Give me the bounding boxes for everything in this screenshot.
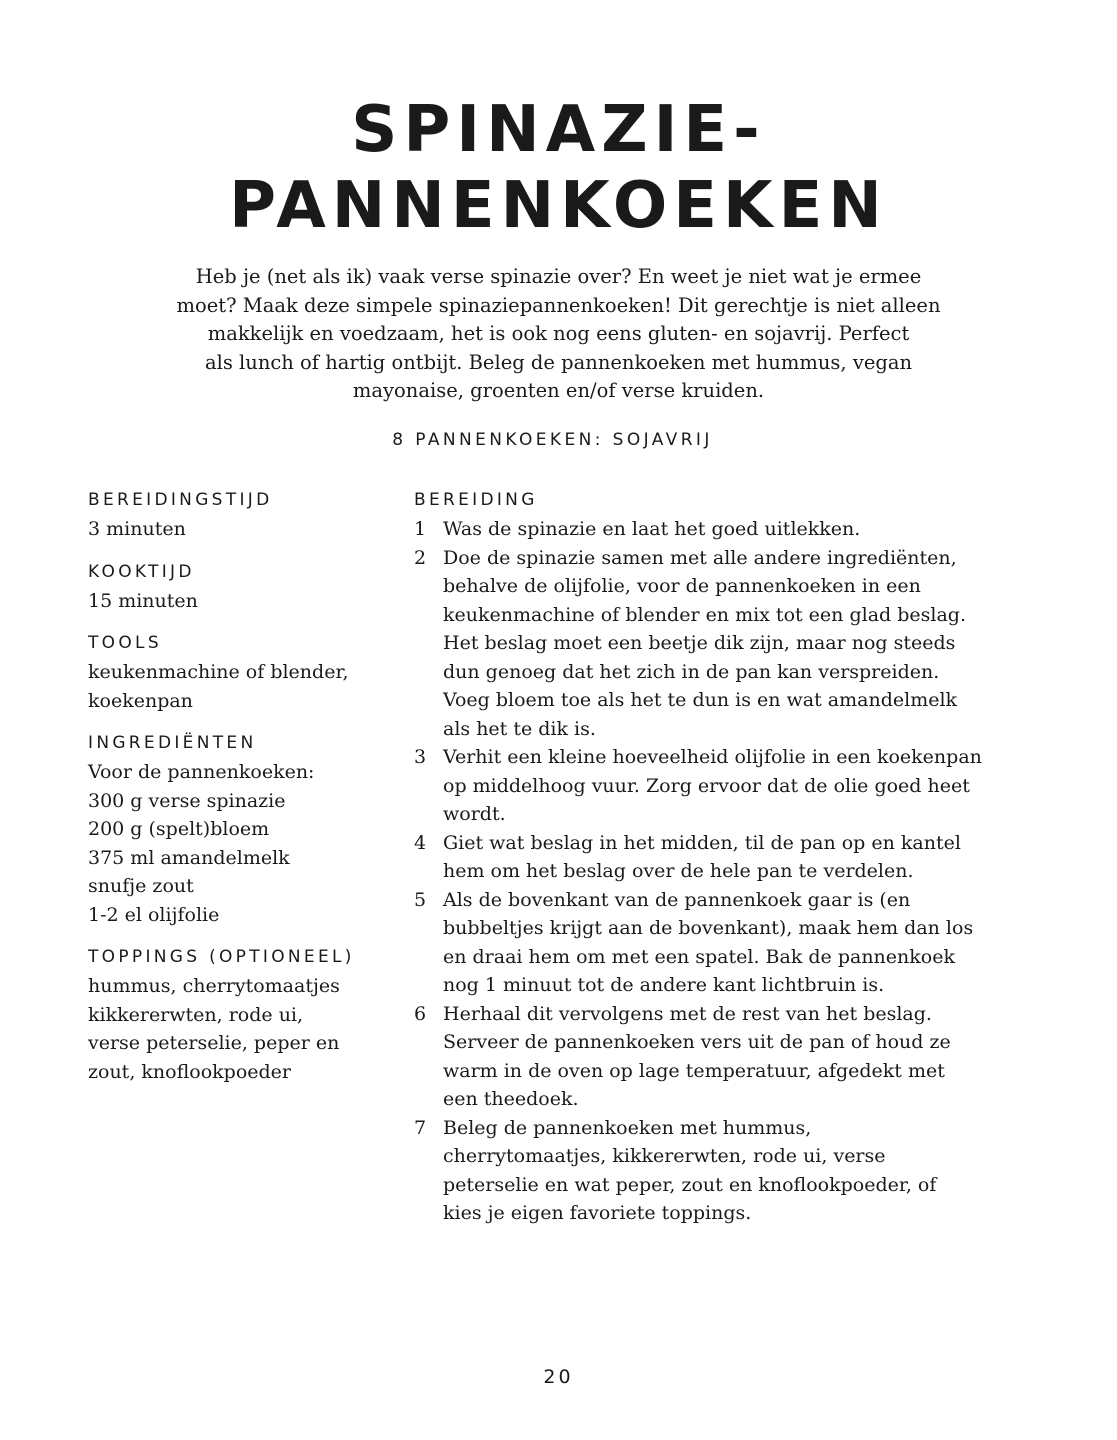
step-number: 3 xyxy=(414,746,427,768)
step-line: wordt. xyxy=(443,803,506,825)
method-step xyxy=(414,743,1054,829)
step-line: Als de bovenkant van de pannenkoek gaar is (en xyxy=(443,888,911,911)
step-text xyxy=(443,743,982,829)
step-line: Herhaal dit vervolgens met de rest van het beslag. xyxy=(443,1002,932,1025)
section-heading: TOPPINGS (OPTIONEEL) xyxy=(88,947,355,967)
step-text xyxy=(443,886,973,1000)
step-line: kies je eigen favoriete toppings. xyxy=(443,1202,752,1224)
section-line: 1-2 el olijfolie xyxy=(88,903,220,926)
servings-label: 8 PANNENKOEKEN: SOJAVRIJ xyxy=(392,430,713,450)
section-heading: INGREDIËNTEN xyxy=(88,733,257,753)
details-section xyxy=(88,943,398,1086)
step-number: 2 xyxy=(414,546,427,569)
method-step xyxy=(414,886,1054,1000)
intro-line: mayonaise, groenten en/of verse kruiden. xyxy=(352,379,765,403)
step-number: 5 xyxy=(414,888,427,911)
method-step xyxy=(414,1000,1054,1114)
step-number: 7 xyxy=(414,1116,427,1139)
method-step xyxy=(414,829,1054,886)
step-line: Verhit een kleine hoeveelheid olijfolie in een koekenpan xyxy=(443,746,982,768)
step-line: op middelhoog vuur. Zorg ervoor dat de olie goed heet xyxy=(443,774,970,797)
step-line: peterselie en wat peper, zout en knoflookpoeder, of xyxy=(443,1173,937,1196)
section-line: 300 g verse spinazie xyxy=(88,789,286,812)
section-line: 3 minuten xyxy=(88,518,186,540)
step-line: hem om het beslag over de hele pan te verdelen. xyxy=(443,860,914,882)
step-number: 1 xyxy=(414,518,427,540)
section-heading: BEREIDINGSTIJD xyxy=(88,490,273,510)
intro-line: als lunch of hartig ontbijt. Beleg de pannenkoeken met hummus, vegan xyxy=(204,350,913,374)
step-line: Beleg de pannenkoeken met hummus, xyxy=(443,1116,812,1139)
section-line: 15 minuten xyxy=(88,589,198,612)
details-section xyxy=(88,558,398,616)
section-line: verse peterselie, peper en xyxy=(88,1032,340,1054)
method-heading: BEREIDING xyxy=(414,490,538,510)
step-line: cherrytomaatjes, kikkererwten, rode ui, verse xyxy=(443,1145,886,1167)
method-column xyxy=(414,486,1054,1228)
details-section xyxy=(88,629,398,715)
step-number: 4 xyxy=(414,831,427,854)
section-line: 375 ml amandelmelk xyxy=(88,846,290,869)
title-line: PANNENKOEKEN xyxy=(229,169,888,243)
step-line: en draai hem om met een spatel. Bak de pannenkoek xyxy=(443,945,955,968)
step-line: Het beslag moet een beetje dik zijn, maar nog steeds xyxy=(443,632,956,654)
step-number: 6 xyxy=(414,1002,427,1025)
step-line: nog 1 minuut tot de andere kant lichtbruin is. xyxy=(443,974,885,996)
intro-paragraph xyxy=(0,263,1117,406)
step-line: dun genoeg dat het zich in de pan kan verspreiden. xyxy=(443,660,940,683)
step-line: als het te dik is. xyxy=(443,717,596,740)
section-line: keukenmachine of blender, xyxy=(88,661,349,683)
step-line: Giet wat beslag in het midden, til de pan op en kantel xyxy=(443,831,961,854)
section-line: snufje zout xyxy=(88,875,194,897)
section-heading: TOOLS xyxy=(88,633,162,653)
recipe-title xyxy=(0,92,1117,244)
step-text xyxy=(443,1000,951,1114)
recipe-details-column xyxy=(88,486,398,1100)
step-line: Doe de spinazie samen met alle andere ingrediënten, xyxy=(443,546,957,569)
step-line: keukenmachine of blender en mix tot een glad beslag. xyxy=(443,603,966,626)
method-step xyxy=(414,544,1054,744)
step-line: behalve de olijfolie, voor de pannenkoeken in een xyxy=(443,575,921,597)
section-line: hummus, cherrytomaatjes xyxy=(88,975,340,997)
section-line: zout, knoflookpoeder xyxy=(88,1060,291,1083)
step-line: Serveer de pannenkoeken vers uit de pan of houd ze xyxy=(443,1031,951,1053)
step-text xyxy=(443,515,860,544)
section-line: Voor de pannenkoeken: xyxy=(88,761,315,783)
step-text xyxy=(443,829,961,886)
step-line: Was de spinazie en laat het goed uitlekken. xyxy=(443,518,861,540)
section-heading: KOOKTIJD xyxy=(88,561,195,582)
step-text xyxy=(443,1114,936,1228)
step-line: een theedoek. xyxy=(443,1088,579,1110)
intro-line: makkelijk en voedzaam, het is ook nog eens gluten- en sojavrij. Perfect xyxy=(207,322,910,346)
page-number: 20 xyxy=(543,1366,574,1388)
step-line: Voeg bloem toe als het te dun is en wat amandelmelk xyxy=(443,689,958,711)
intro-line: moet? Maak deze simpele spinaziepannenkoeken! Dit gerechtje is niet alleen xyxy=(176,293,941,317)
details-section xyxy=(88,729,398,929)
section-line: kikkererwten, rode ui, xyxy=(88,1003,304,1026)
intro-line: Heb je (net als ik) vaak verse spinazie over? En weet je niet wat je ermee xyxy=(195,265,922,288)
method-steps xyxy=(414,515,1054,1228)
method-step xyxy=(414,515,1054,544)
step-line: warm in de oven op lage temperatuur, afgedekt met xyxy=(443,1059,945,1082)
title-line: SPINAZIE- xyxy=(351,93,766,167)
step-text xyxy=(443,544,966,744)
section-line: koekenpan xyxy=(88,689,193,712)
step-line: bubbeltjes krijgt aan de bovenkant), maak hem dan los xyxy=(443,917,974,939)
method-step xyxy=(414,1114,1054,1228)
details-section xyxy=(88,486,398,544)
section-line: 200 g (spelt)bloem xyxy=(88,818,270,840)
